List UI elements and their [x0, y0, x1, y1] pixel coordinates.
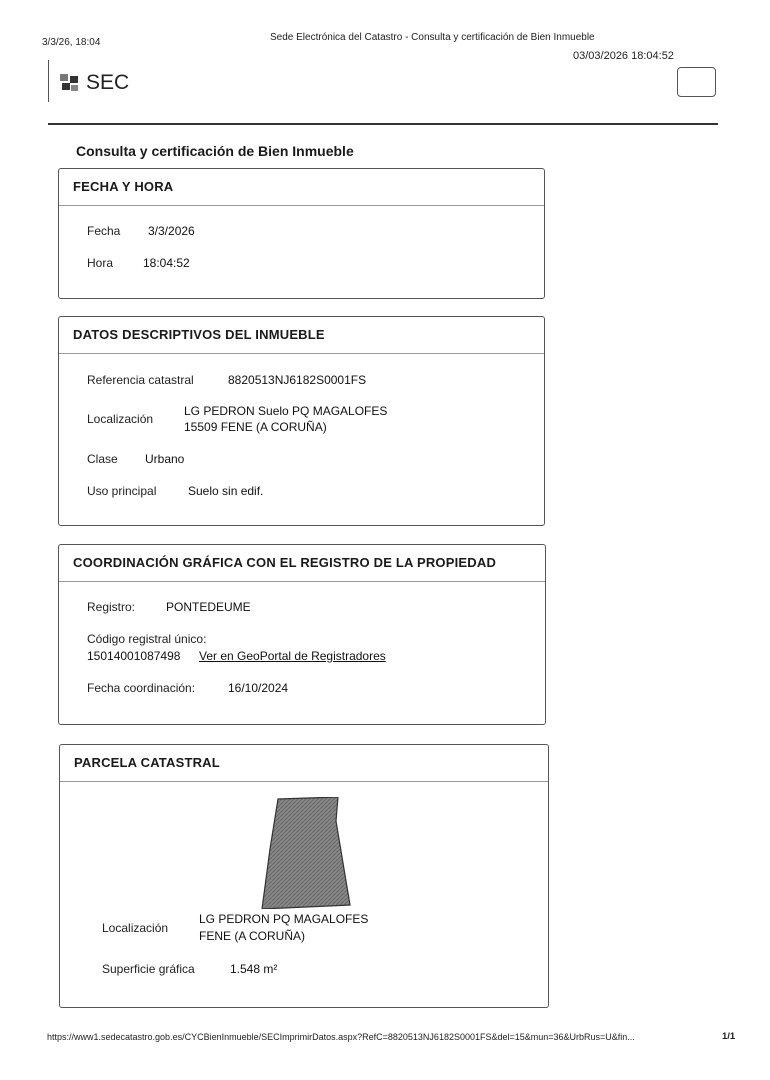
- parcel-shape: [260, 797, 352, 914]
- parcela-loc-line2: FENE (A CORUÑA): [199, 929, 306, 943]
- footer-page: 1/1: [722, 1031, 736, 1042]
- logo-divider: [48, 60, 49, 102]
- uso-value: Suelo sin edif.: [188, 484, 264, 498]
- fecha-hora-panel: [58, 168, 545, 299]
- parcela-loc-line1: LG PEDRON PQ MAGALOFES: [199, 912, 369, 926]
- parcela-panel: [59, 744, 549, 1008]
- clase-value: Urbano: [145, 452, 185, 466]
- coordinacion-panel: [58, 544, 546, 725]
- ref-value: 8820513NJ6182S0001FS: [228, 373, 367, 387]
- geoportal-link[interactable]: Ver en GeoPortal de Registradores: [199, 649, 386, 663]
- print-stamp: 03/03/2026 18:04:52: [573, 50, 674, 62]
- superficie-label: Superficie gráfica: [102, 962, 195, 976]
- uso-label: Uso principal: [87, 484, 157, 498]
- coordinacion-heading: COORDINACIÓN GRÁFICA CON EL REGISTRO DE LA PROPIEDAD: [59, 545, 545, 582]
- hora-label: Hora: [87, 256, 114, 270]
- fecha-coordinacion-label: Fecha coordinación:: [87, 681, 196, 695]
- parcela-loc-label: Localización: [102, 921, 169, 935]
- fecha-value: 3/3/2026: [148, 224, 195, 238]
- sec-logo-text: SEC: [86, 71, 130, 94]
- fecha-coordinacion-value: 16/10/2024: [228, 681, 289, 695]
- header-box: [677, 67, 716, 97]
- sec-logo-icon: [60, 74, 80, 97]
- page-title: Consulta y certificación de Bien Inmueble: [76, 143, 354, 159]
- print-title: Sede Electrónica del Catastro - Consulta y certificación de Bien Inmueble: [270, 32, 595, 43]
- parcela-heading: PARCELA CATASTRAL: [60, 745, 548, 782]
- loc-label: Localización: [87, 412, 154, 426]
- superficie-value: 1.548 m²: [230, 962, 278, 976]
- datos-panel: [58, 316, 545, 526]
- datos-heading: DATOS DESCRIPTIVOS DEL INMUEBLE: [59, 317, 544, 354]
- codigo-label: Código registral único:: [87, 632, 207, 646]
- clase-label: Clase: [87, 452, 118, 466]
- registro-value: PONTEDEUME: [166, 600, 251, 614]
- registro-label: Registro:: [87, 600, 136, 614]
- loc-line2: 15509 FENE (A CORUÑA): [184, 420, 327, 434]
- print-date: 3/3/26, 18:04: [42, 37, 101, 48]
- fecha-hora-heading: FECHA Y HORA: [59, 169, 544, 206]
- hora-value: 18:04:52: [143, 256, 190, 270]
- ref-label: Referencia catastral: [87, 373, 194, 387]
- footer-url: https://www1.sedecatastro.gob.es/CYCBienInmueble/SECImprimirDatos.aspx?RefC=8820513NJ6182S0001FS&del=15&mun=36&UrbRus=U&fin...: [47, 1032, 635, 1042]
- header-rule: [48, 123, 718, 125]
- codigo-value: 15014001087498: [87, 649, 181, 663]
- loc-line1: LG PEDRON Suelo PQ MAGALOFES: [184, 404, 388, 418]
- fecha-label: Fecha: [87, 224, 121, 238]
